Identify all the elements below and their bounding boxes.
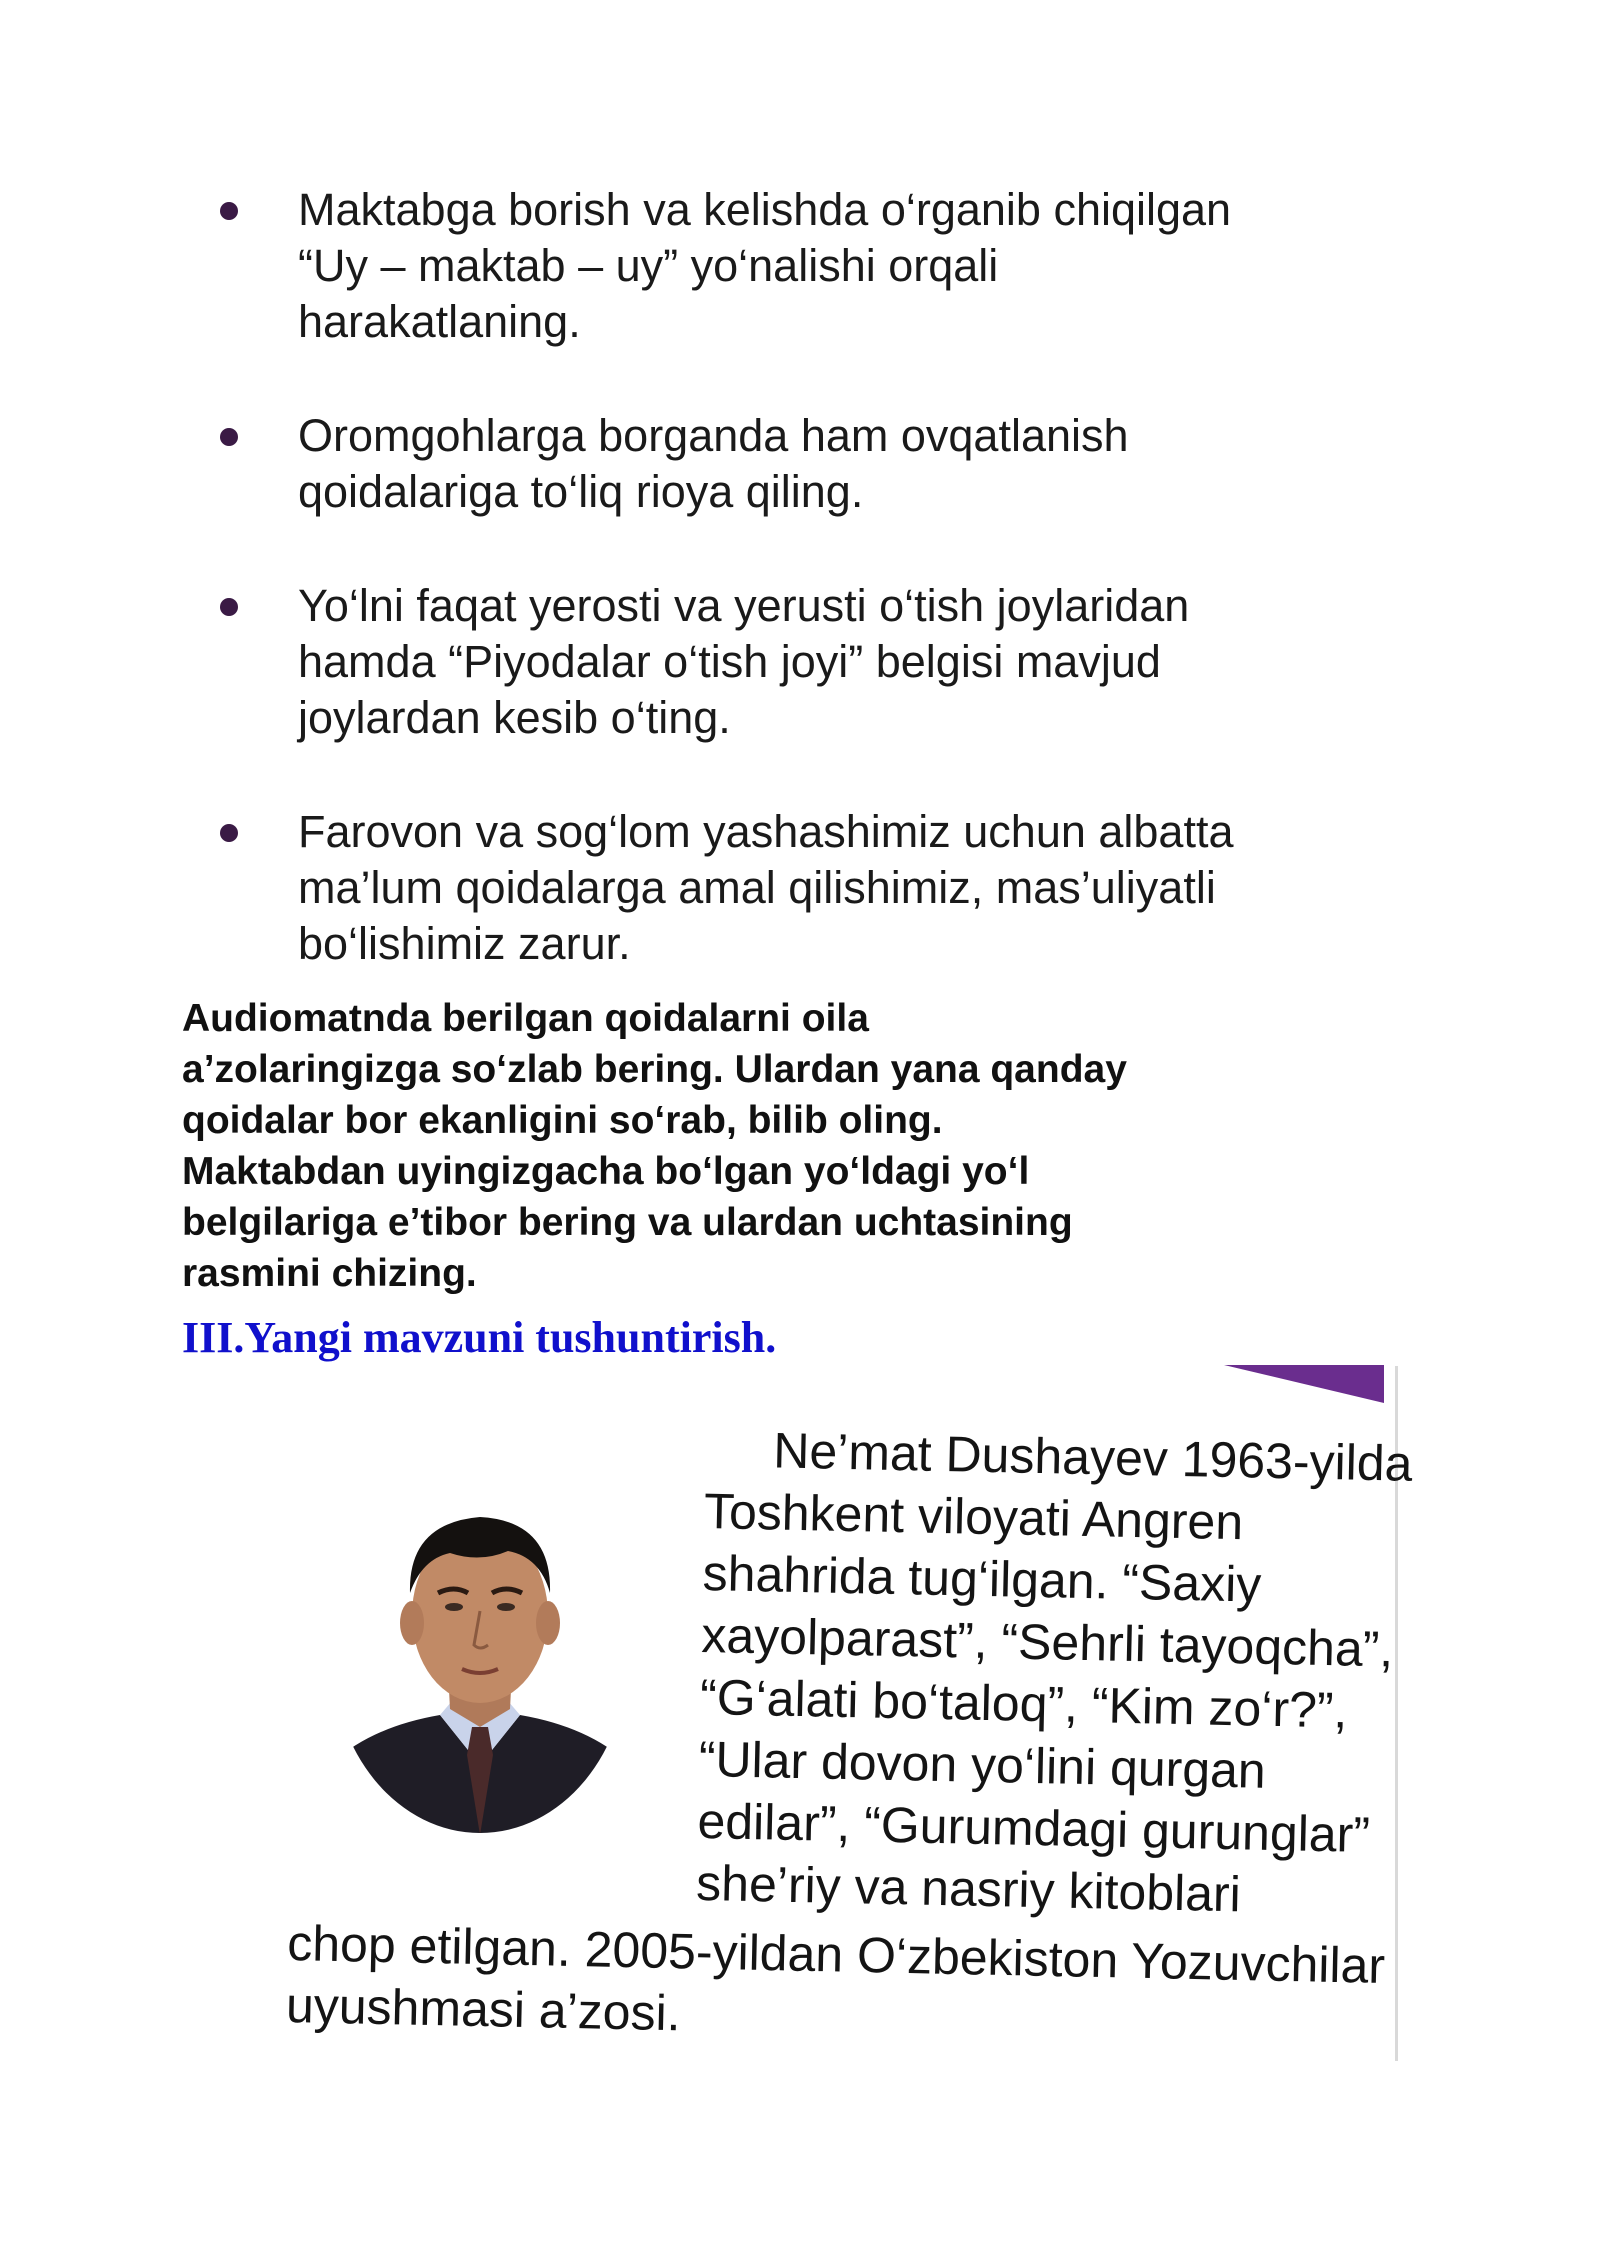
list-item-line: Farovon va sog‘lom yashashimiz uchun albatta <box>298 806 1234 857</box>
list-item-line: Oromgohlarga borganda ham ovqatlanish <box>298 410 1129 461</box>
list-item <box>220 182 1320 350</box>
bio-line: “G‘alati bo‘taloq”, “Kim zo‘r?”, <box>699 1668 1349 1739</box>
task-paragraph <box>182 993 1332 1299</box>
task-line: qoidalar bor ekanligini so‘rab, bilib oling. <box>182 1099 943 1142</box>
bio-line: edilar”, “Gurumdagi gurunglar” <box>696 1792 1371 1863</box>
list-item-line: Maktabga borish va kelishda o‘rganib chiqilgan <box>298 184 1232 235</box>
author-bio <box>695 1418 1414 1928</box>
bio-line: she’riy va nasriy kitoblari <box>695 1854 1242 1923</box>
bullet-dot-icon <box>220 824 238 842</box>
list-item <box>220 578 1320 746</box>
task-line: Maktabdan uyingizgacha bo‘lgan yo‘ldagi yo‘l <box>182 1150 1030 1193</box>
list-item-line: bo‘lishimiz zarur. <box>298 918 631 969</box>
bullet-dot-icon <box>220 202 238 220</box>
list-item-line: qoidalariga to‘liq rioya qiling. <box>298 466 864 517</box>
task-line: rasmini chizing. <box>182 1252 477 1295</box>
bio-line: shahrida tug‘ilgan. “Saxiy <box>702 1544 1262 1613</box>
bullet-dot-icon <box>220 428 238 446</box>
task-line: a’zolaringizga so‘zlab bering. Ulardan yana qanday <box>182 1048 1127 1091</box>
purple-corner-tab <box>1224 1365 1384 1403</box>
bio-line: uyushmasi a’zosi. <box>285 1976 682 2042</box>
bullet-dot-icon <box>220 598 238 616</box>
list-item-line: joylardan kesib o‘ting. <box>298 692 731 743</box>
list-item <box>220 408 1320 520</box>
bio-line: chop etilgan. 2005-yildan O‘zbekiston Yozuvchilar <box>286 1914 1386 1994</box>
list-item-line: hamda “Piyodalar o‘tish joyi” belgisi mavjud <box>298 636 1161 687</box>
list-item-line: ma’lum qoidalarga amal qilishimiz, mas’uliyatli <box>298 862 1216 913</box>
list-item-line: harakatlaning. <box>298 296 581 347</box>
section-heading: III.Yangi mavzuni tushuntirish. <box>182 1313 777 1362</box>
list-item-line: Yo‘lni faqat yerosti va yerusti o‘tish joylaridan <box>298 580 1190 631</box>
list-item <box>220 804 1320 972</box>
author-bio-continuation <box>285 1912 1387 2059</box>
bio-line: “Ular dovon yo‘lini qurgan <box>698 1730 1267 1799</box>
task-line: belgilariga e’tibor bering va ulardan uchtasining <box>182 1201 1073 1244</box>
author-portrait <box>330 1465 630 1835</box>
bio-line: Toshkent viloyati Angren <box>703 1482 1244 1551</box>
rules-list <box>220 182 1320 1030</box>
list-item-line: “Uy – maktab – uy” yo‘nalishi orqali <box>298 240 999 291</box>
task-line: Audiomatnda berilgan qoidalarni oila <box>182 997 869 1040</box>
bio-line: xayolparast”, “Sehrli tayoqcha”, <box>700 1606 1394 1678</box>
bio-line: Ne’mat Dushayev 1963-yilda <box>772 1422 1414 1492</box>
